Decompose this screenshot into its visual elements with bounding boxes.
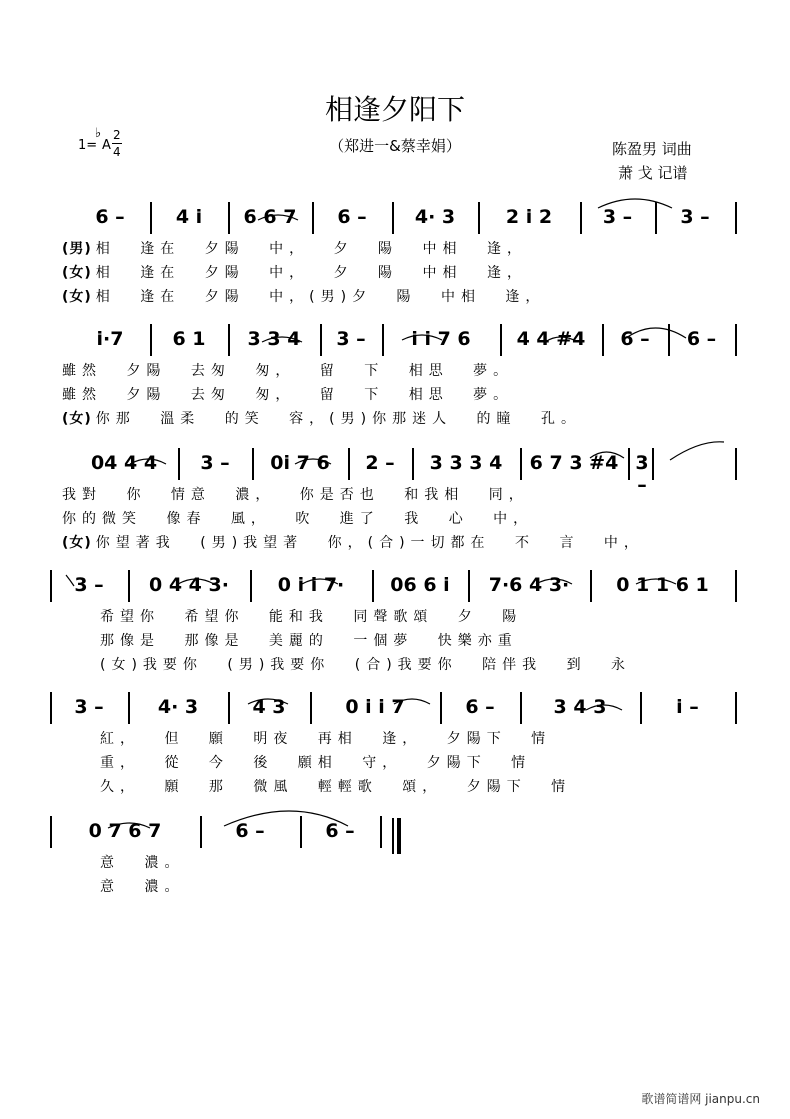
key-prefix: 1= xyxy=(78,138,98,153)
lyric-text: 希望你 希望你 能和我 同聲歌頌 夕 陽 xyxy=(100,609,523,625)
lyric-role: (女) xyxy=(62,411,92,427)
measure: 2 – xyxy=(365,452,395,474)
slur xyxy=(66,575,74,586)
measure: 0 7 6 7 xyxy=(88,820,162,842)
song-subtitle: （郑进一&蔡幸娟） xyxy=(329,137,461,155)
lyric-text: 那像是 那像是 美麗的 一個夢 快樂亦重 xyxy=(100,633,518,649)
measure: 3 – xyxy=(336,328,366,350)
composer-credit: 陈盈男 词曲 xyxy=(612,140,692,158)
lyric-text: 你望著我 (男)我望著 你，(合)一切都在 不 言 中， xyxy=(95,535,644,551)
measure: 3 – xyxy=(602,206,633,228)
lyric-role: (女) xyxy=(62,535,92,551)
measure: 6 1 xyxy=(172,328,206,350)
lyric-role: (女) xyxy=(62,289,92,305)
measure: 0 4 4 3· xyxy=(149,574,229,596)
lyric-role: (女) xyxy=(62,265,92,281)
measure: 6 – xyxy=(95,206,125,228)
measure: 3 – xyxy=(635,452,649,496)
slur xyxy=(108,823,150,828)
time-signature-bottom: 4 xyxy=(113,145,121,159)
measure: 4 4 #4 xyxy=(516,328,586,350)
slur xyxy=(545,337,578,342)
measure: i – xyxy=(676,696,699,718)
arranger-credit: 萧 戈 记谱 xyxy=(618,164,688,182)
measure: 6 – xyxy=(235,820,265,842)
song-title: 相逢夕阳下 xyxy=(324,93,465,126)
slur xyxy=(178,579,214,584)
measure: 0i 7 6 xyxy=(270,452,330,474)
lyric-text: 你的微笑 像春 風， 吹 進了 我 心 中， xyxy=(62,511,534,527)
slur xyxy=(626,328,686,338)
slur xyxy=(636,579,676,584)
measure: 3 – xyxy=(680,206,710,228)
lyric-text: 相 逢在 夕陽 中， 夕 陽 中相 逢， xyxy=(95,265,527,281)
measure: 7·6 4 3· xyxy=(488,574,570,596)
slur xyxy=(402,335,442,340)
lyric-role: (男) xyxy=(62,241,92,257)
slur xyxy=(536,579,572,584)
measure: 4· 3 xyxy=(414,206,456,228)
measure: 3 4 3 xyxy=(553,696,607,718)
measure: 4 3 xyxy=(252,696,286,718)
measure: 6 – xyxy=(325,820,355,842)
slur xyxy=(586,705,622,710)
measure: 2 i 2 xyxy=(505,206,553,228)
measure: 3 3 4 xyxy=(247,328,301,350)
lyric-text: 重， 從 今 後 願相 守， 夕陽下 情 xyxy=(100,755,532,771)
lyric-text: 相 逢在 夕陽 中，(男)夕 陽 中相 逢， xyxy=(95,289,546,305)
lyric-text: 雖然 夕陽 去匆 匆， 留 下 相思 夢。 xyxy=(62,387,514,403)
measure: 3 3 3 4 xyxy=(429,452,503,474)
measure: 3 – xyxy=(74,574,104,596)
measure: 0 i i 7 xyxy=(345,696,405,718)
lyric-text: 雖然 夕陽 去匆 匆， 留 下 相思 夢。 xyxy=(62,363,514,379)
lyric-text: 紅， 但 願 明夜 再相 逢， 夕陽下 情 xyxy=(100,731,552,747)
time-signature-top: 2 xyxy=(113,128,121,142)
lyric-text: 久， 願 那 微風 輕輕歌 頌， 夕陽下 情 xyxy=(100,779,572,795)
key-flat: ♭ xyxy=(95,126,102,141)
slur xyxy=(670,442,724,460)
measure: 3 – xyxy=(200,452,230,474)
lyric-text: 你那 溫柔 的笑 容，(男)你那迷人 的瞳 孔。 xyxy=(95,411,581,427)
measure: 6 – xyxy=(620,328,650,350)
slur xyxy=(295,459,331,464)
lyric-text: 意 濃。 xyxy=(100,855,185,871)
slur xyxy=(258,215,298,220)
measure: 4 i xyxy=(175,206,203,228)
final-barline-thin xyxy=(392,818,394,854)
measure: 6 – xyxy=(337,206,367,228)
final-barline-thick xyxy=(397,818,401,854)
slur xyxy=(248,699,288,704)
slur xyxy=(394,699,430,704)
slur xyxy=(262,337,302,342)
measure: 4· 3 xyxy=(157,696,199,718)
measure: 0 1 1 6 1 xyxy=(616,574,709,596)
measure: 04 4 4 xyxy=(90,452,158,474)
slur xyxy=(590,452,624,458)
slur xyxy=(130,459,166,464)
measure: 06 6 i xyxy=(390,574,450,596)
lyric-text: 我對 你 情意 濃， 你是否也 和我相 同， xyxy=(62,487,529,503)
measure: i·7 xyxy=(96,328,124,350)
measure: i i 7 6 xyxy=(411,328,471,350)
measure: 3 – xyxy=(74,696,104,718)
slur xyxy=(224,811,348,826)
measure: 6 – xyxy=(686,328,717,350)
measure: 6 6 7 xyxy=(243,206,297,228)
measure: 6 – xyxy=(465,696,495,718)
slur xyxy=(302,579,338,584)
slur xyxy=(598,199,672,208)
key-note: A xyxy=(102,138,111,153)
watermark: 歌谱简谱网 jianpu.cn xyxy=(641,1092,760,1106)
measure: 0 i i 7· xyxy=(277,574,345,596)
lyric-text: 意 濃。 xyxy=(100,879,185,895)
lyric-text: (女)我要你 (男)我要你 (合)我要你 陪伴我 到 永 xyxy=(100,657,632,673)
lyric-text: 相 逢在 夕陽 中， 夕 陽 中相 逢， xyxy=(95,241,527,257)
measure: 6 7 3 #4 xyxy=(529,452,619,474)
